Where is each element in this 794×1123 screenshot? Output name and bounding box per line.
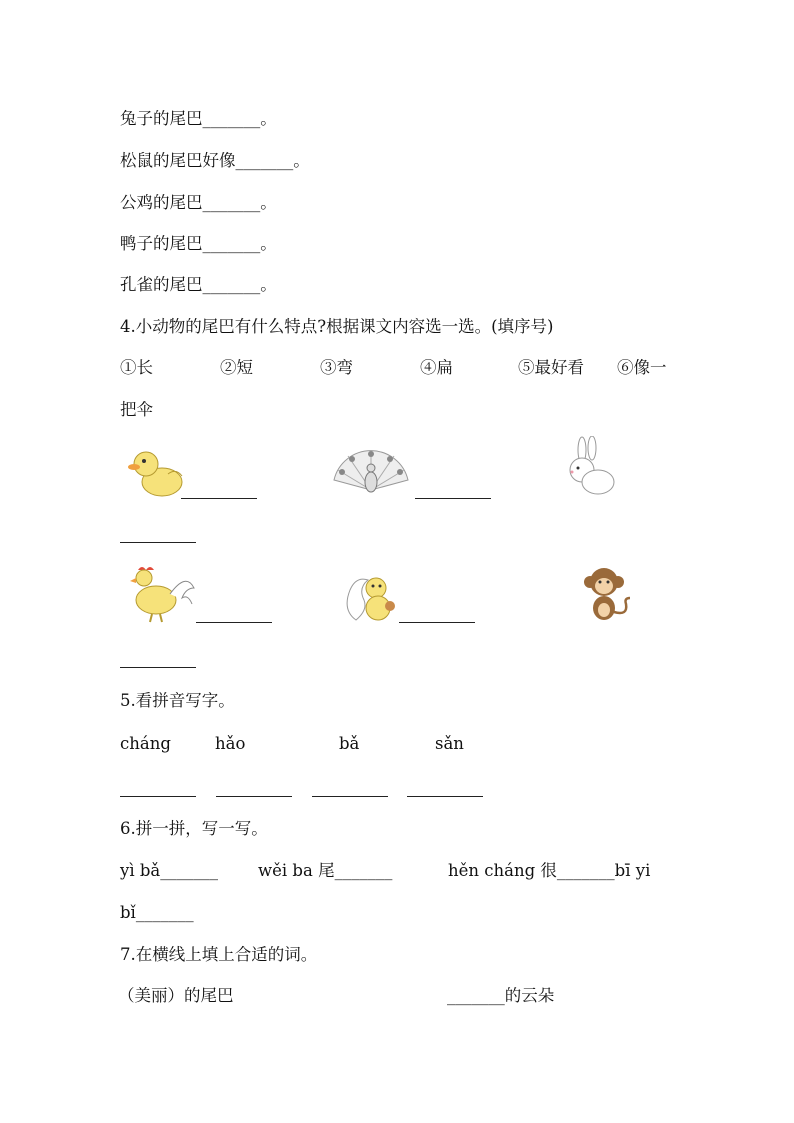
- answer-line[interactable]: [399, 622, 475, 623]
- punctuation: 。: [260, 193, 277, 212]
- q6-item-2: [258, 860, 392, 882]
- q4-option-6: ⑥像一: [617, 358, 667, 377]
- answer-line[interactable]: [181, 498, 257, 499]
- q5-title: 5.看拼音写字。: [120, 691, 235, 710]
- peacock-icon: [330, 440, 412, 500]
- answer-line[interactable]: [196, 622, 272, 623]
- answer-line[interactable]: [415, 498, 491, 499]
- q3-line-text: 兔子的尾巴: [120, 109, 203, 128]
- q7-title: 7.在横线上填上合适的词。: [120, 945, 318, 964]
- monkey-icon: [580, 564, 634, 624]
- pinyin-1: cháng: [120, 734, 171, 753]
- q7-right: [447, 985, 554, 1007]
- squirrel-icon: [342, 568, 400, 624]
- answer-line[interactable]: [120, 542, 196, 543]
- q7-right-text: 的云朵: [504, 986, 555, 1005]
- q4-title: 4.小动物的尾巴有什么特点?根据课文内容选一选。(填序号): [120, 317, 554, 336]
- pinyin-2: hǎo: [215, 734, 246, 753]
- q3-line-3: [120, 192, 277, 214]
- fill-blank[interactable]: _______: [160, 861, 218, 880]
- q4-option-5: ⑤最好看: [518, 358, 584, 377]
- fill-blank[interactable]: _______: [447, 986, 505, 1005]
- answer-line[interactable]: [407, 796, 483, 797]
- char: 很: [540, 861, 557, 880]
- q6-item-3: [448, 860, 650, 882]
- fill-blank[interactable]: _______: [202, 234, 261, 253]
- punctuation: 。: [293, 151, 310, 170]
- q4-option-1: ①长: [120, 358, 153, 377]
- q3-line-4: [120, 233, 277, 255]
- fill-blank[interactable]: _______: [202, 193, 261, 212]
- pinyin: hěn cháng: [448, 861, 536, 880]
- pinyin-4: sǎn: [435, 734, 464, 753]
- q6-item-4: [120, 902, 194, 924]
- punctuation: 。: [260, 234, 277, 253]
- rabbit-icon: [560, 436, 620, 500]
- punctuation: 。: [260, 275, 277, 294]
- q3-line-text: 孔雀的尾巴: [120, 275, 203, 294]
- answer-line[interactable]: [120, 796, 196, 797]
- q3-line-5: [120, 274, 277, 296]
- rooster-icon: [124, 564, 198, 624]
- answer-line[interactable]: [312, 796, 388, 797]
- pinyin: wěi ba: [258, 861, 313, 880]
- q3-line-text: 公鸡的尾巴: [120, 193, 203, 212]
- punctuation: 。: [260, 109, 277, 128]
- fill-blank[interactable]: _______: [202, 275, 261, 294]
- q6-title: 6.拼一拼，写一写。: [120, 819, 268, 838]
- char: 尾: [318, 861, 335, 880]
- pinyin: bī yi: [614, 861, 651, 880]
- q7-left: （美丽）的尾巴: [118, 986, 234, 1005]
- q6-item-1: [120, 860, 218, 882]
- pinyin: yì bǎ: [120, 861, 161, 880]
- q4-option-2: ②短: [220, 358, 253, 377]
- fill-blank[interactable]: _______: [556, 861, 615, 880]
- fill-blank[interactable]: _______: [334, 861, 393, 880]
- duck-icon: [126, 440, 186, 500]
- fill-blank[interactable]: _______: [202, 109, 261, 128]
- q4-option-wrap: 把伞: [120, 400, 153, 419]
- q4-option-4: ④扁: [420, 358, 453, 377]
- pinyin: bǐ: [120, 903, 136, 922]
- q3-line-text: 松鼠的尾巴好像: [120, 151, 236, 170]
- q3-line-text: 鸭子的尾巴: [120, 234, 203, 253]
- q3-line-2: [120, 150, 310, 172]
- fill-blank[interactable]: _______: [135, 903, 194, 922]
- q4-option-3: ③弯: [320, 358, 353, 377]
- pinyin-3: bǎ: [339, 734, 360, 753]
- answer-line[interactable]: [216, 796, 292, 797]
- q3-line-1: [120, 108, 277, 130]
- fill-blank[interactable]: _______: [235, 151, 294, 170]
- answer-line[interactable]: [120, 667, 196, 668]
